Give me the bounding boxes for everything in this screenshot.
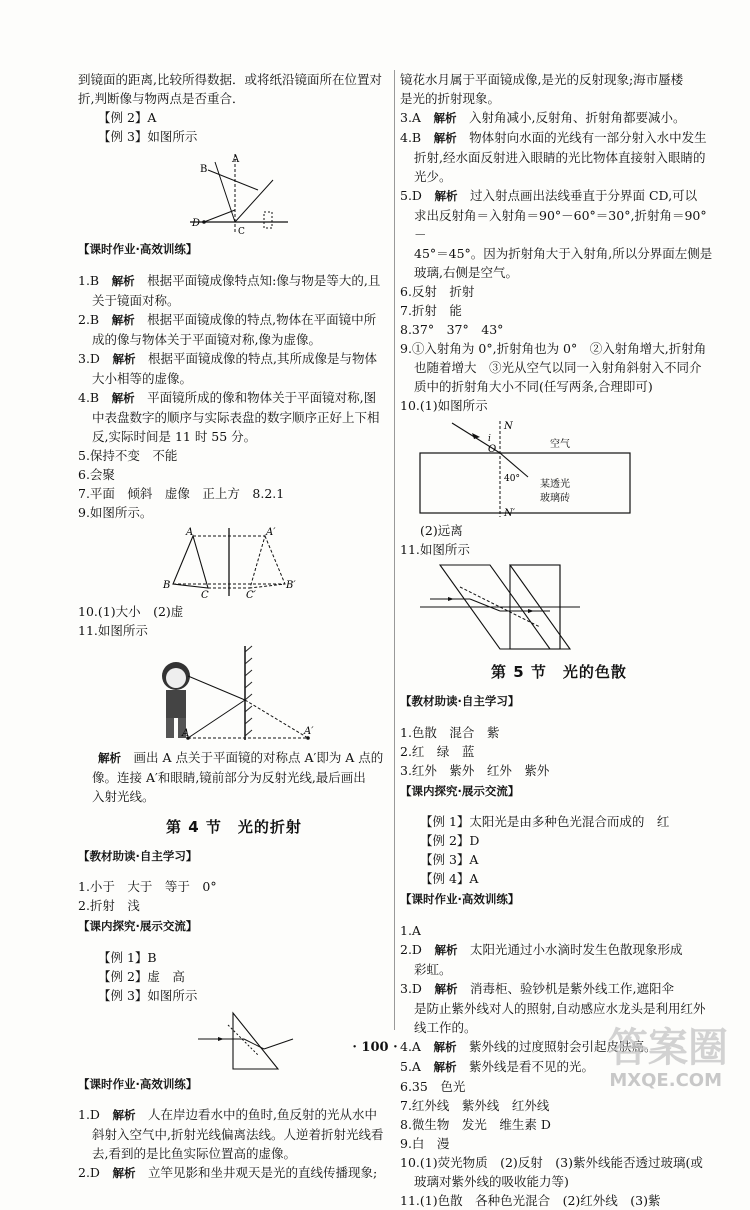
- text-line: 10.(1)荧光物质 (2)反射 (3)紫外线能否透过玻璃(或: [400, 1154, 703, 1170]
- text-line: 2.折射 浅: [78, 898, 140, 913]
- answer-cont: 斜射入空气中,折射光线偏离法线。人逆着折射光线看: [92, 1127, 384, 1142]
- label-glass1: 某透光: [540, 479, 570, 490]
- left-column: [78, 70, 390, 1183]
- label-c-prime: C′: [246, 589, 256, 598]
- example: 【例 2】D: [420, 833, 480, 848]
- answer-cont: 成的像与物体关于平面镜对称,像为虚像。: [92, 331, 321, 347]
- parallel-glass-figure: [400, 563, 718, 651]
- column-divider: [394, 70, 395, 1030]
- homework-list: [78, 271, 390, 446]
- girl-mirror-figure: [78, 644, 390, 744]
- answer-item: 1.D 解析 人在岸边看水中的鱼时,鱼反射的光从水中: [78, 1107, 377, 1122]
- answer-cont: 折射,经水面反射进入眼睛的光比物体直接射入眼睛的: [414, 150, 706, 165]
- answer-cont: 45°＝45°。因为折射角大于入射角,所以分界面左侧是: [414, 246, 713, 261]
- answer-item: 3.D 解析 消毒柜、验钞机是紫外线工作,遮阳伞: [400, 980, 674, 996]
- answer-item: 3.D 解析 根据平面镜成像的特点,其所成像是与物体: [78, 350, 377, 366]
- text-line: 9.白 漫: [400, 1135, 450, 1151]
- answer-cont: 线工作的。: [414, 1019, 477, 1035]
- text-line: 6.35 色光: [400, 1078, 466, 1094]
- study-heading: 【教材助读·自主学习】: [400, 694, 520, 708]
- label-a: A: [232, 154, 240, 165]
- text-line: 7.平面 倾斜 虚像 正上方 8.2.1: [78, 485, 285, 501]
- text-line: 7.折射 能: [400, 303, 462, 318]
- label-glass2: 玻璃砖: [540, 493, 570, 504]
- text-line: 玻璃对紫外线的吸收能力等): [414, 1173, 569, 1189]
- label-air: 空气: [550, 439, 570, 450]
- answer-item: 1.B 解析 根据平面镜成像特点知:像与物是等大的,且: [78, 272, 381, 288]
- mirror-reflection-figure: [78, 150, 390, 236]
- label-c: C: [238, 227, 245, 236]
- text-line: 11.如图所示: [78, 622, 148, 638]
- answer-item: 2.D 解析 立竿见影和坐井观天是光的直线传播现象;: [78, 1165, 378, 1180]
- label-a: A: [182, 727, 190, 739]
- text-line: 8.37° 37° 43°: [400, 322, 504, 337]
- analysis-cont: 入射光线。: [92, 788, 155, 804]
- example: 【例 4】A: [420, 871, 479, 886]
- answer-item: 4.A 解析 紫外线的过度照射会引起皮肤癌。: [400, 1038, 657, 1054]
- answer-cont: 玻璃,右侧是空气。: [414, 265, 518, 280]
- page-number: · 100 ·: [352, 1040, 398, 1055]
- text-line: 5.保持不变 不能: [78, 447, 178, 463]
- example: 【例 2】虚 高: [98, 968, 185, 984]
- text-line: 1.色散 混合 紫: [400, 724, 500, 740]
- text-line: 折,判断像与物两点是否重合．: [78, 91, 245, 106]
- text-line: 2.红 绿 蓝: [400, 743, 475, 759]
- explore-heading: 【课内探究·展示交流】: [400, 783, 520, 798]
- answer-cont: 求出反射角＝入射角＝90°－60°＝30°,折射角＝90°－: [414, 208, 707, 242]
- study-heading: 【教材助读·自主学习】: [78, 848, 198, 863]
- text-line: 8.微生物 发光 维生素 D: [400, 1116, 551, 1132]
- text-line: 1.A: [400, 922, 421, 938]
- label-c: C: [201, 589, 209, 598]
- text-line: 10.(1)如图所示: [400, 398, 488, 413]
- label-b-prime: B′: [286, 579, 296, 591]
- homework-heading: 【课时作业·高效训练】: [78, 242, 198, 256]
- text-line: 11.(1)色散 各种色光混合 (2)红外线 (3)紫: [400, 1192, 661, 1208]
- label-a-prime: A′: [266, 526, 276, 538]
- analysis: 解析 画出 A 点关于平面镜的对称点 A′即为 A 点的: [98, 749, 384, 765]
- watermark-logo: 答案圈: [608, 1025, 728, 1071]
- triangle-mirror-figure: [78, 526, 390, 598]
- explore-heading: 【课内探究·展示交流】: [78, 919, 198, 933]
- answer-item: 5.D 解析 过入射点画出法线垂直于分界面 CD,可以: [400, 188, 698, 203]
- text-line: 到镜面的距离,比较所得数据．或将纸沿镜面所在位置对: [78, 72, 382, 87]
- example: 【例 1】B: [98, 949, 157, 965]
- answer-cont: 彩虹。: [414, 961, 452, 977]
- label-n: N: [504, 421, 513, 432]
- homework-heading: 【课时作业·高效训练】: [78, 1076, 198, 1091]
- answer-item: 4.B 解析 平面镜所成的像和物体关于平面镜对称,图: [78, 389, 377, 405]
- section-title: 第 4 节 光的折射: [166, 817, 302, 836]
- answer-cont: 中表盘数字的顺序与实际表盘的数字顺序正好上下相: [92, 409, 380, 425]
- homework-heading: 【课时作业·高效训练】: [400, 892, 520, 906]
- answer-item: 4.B 解析 物体射向水面的光线有一部分射入水中发生: [400, 130, 707, 145]
- analysis-cont: 像。连接 A′和眼睛,镜前部分为反射光线,最后画出: [92, 769, 366, 785]
- text-line: 是光的折射现象。: [400, 91, 501, 106]
- text-line: 镜花水月属于平面镜成像,是光的反射现象;海市蜃楼: [400, 72, 684, 87]
- answer-cont: 关于镜面对称。: [92, 292, 180, 308]
- label-o: O: [488, 444, 497, 455]
- section-title: 第 5 节 光的色散: [491, 663, 627, 681]
- label-b: B: [163, 579, 171, 591]
- label-angle: 40°: [504, 474, 520, 484]
- label-i: i: [488, 434, 491, 444]
- answer-cont: 是防止紫外线对人的照射,自动感应水龙头是利用红外: [414, 1000, 706, 1016]
- text-line: 6.反射 折射: [400, 284, 475, 299]
- answer-cont: 光少。: [414, 169, 452, 184]
- glass-refraction-figure: [400, 419, 718, 517]
- answer-cont: 大小相等的虚像。: [92, 370, 193, 386]
- example: 【例 3】A: [420, 852, 479, 867]
- text-line: 6.会聚: [78, 466, 115, 482]
- answer-item: 2.B 解析 根据平面镜成像的特点,物体在平面镜中所: [78, 311, 377, 327]
- label-b: B: [200, 164, 208, 175]
- watermark-url: MXQE.COM: [609, 1070, 722, 1091]
- answer-item: 2.D 解析 太阳光通过小水滴时发生色散现象形成: [400, 941, 683, 957]
- label-n-prime: N′: [504, 508, 516, 517]
- example: 【例 1】太阳光是由多种色光混合而成的 红: [420, 814, 670, 829]
- label-a-prime: A′: [304, 725, 314, 737]
- label-a: A: [186, 526, 194, 538]
- example: 【例 3】如图所示: [98, 987, 198, 1003]
- answer-cont: 去,看到的是比鱼实际位置高的虚像。: [92, 1146, 296, 1161]
- text-line: 也随着增大 ③光从空气以同一入射角斜射入不同介: [414, 360, 702, 375]
- text-line: 10.(1)大小 (2)虚: [78, 603, 184, 619]
- text-line: 1.小于 大于 等于 0°: [78, 879, 217, 894]
- example-2: 【例 2】A: [98, 110, 157, 125]
- answer-item: 3.A 解析 入射角减小,反射角、折射角都要减小。: [400, 110, 686, 125]
- text-line: 7.红外线 紫外线 红外线: [400, 1097, 550, 1113]
- answer-cont: 反,实际时间是 11 时 55 分。: [92, 428, 257, 444]
- label-d: D: [192, 218, 201, 229]
- text-line: 3.红外 紫外 红外 紫外: [400, 762, 550, 778]
- text-line: 9.①入射角为 0°,折射角也为 0° ②入射角增大,折射角: [400, 341, 707, 356]
- answer-item: 5.A 解析 紫外线是看不见的光。: [400, 1058, 595, 1074]
- example-3: 【例 3】如图所示: [98, 129, 198, 144]
- text-line: 11.如图所示: [400, 542, 470, 557]
- text-line: 质中的折射角大小不同(任写两条,合理即可): [414, 379, 653, 394]
- text-line: 9.如图所示。: [78, 504, 153, 520]
- text-line: (2)远离: [420, 523, 463, 538]
